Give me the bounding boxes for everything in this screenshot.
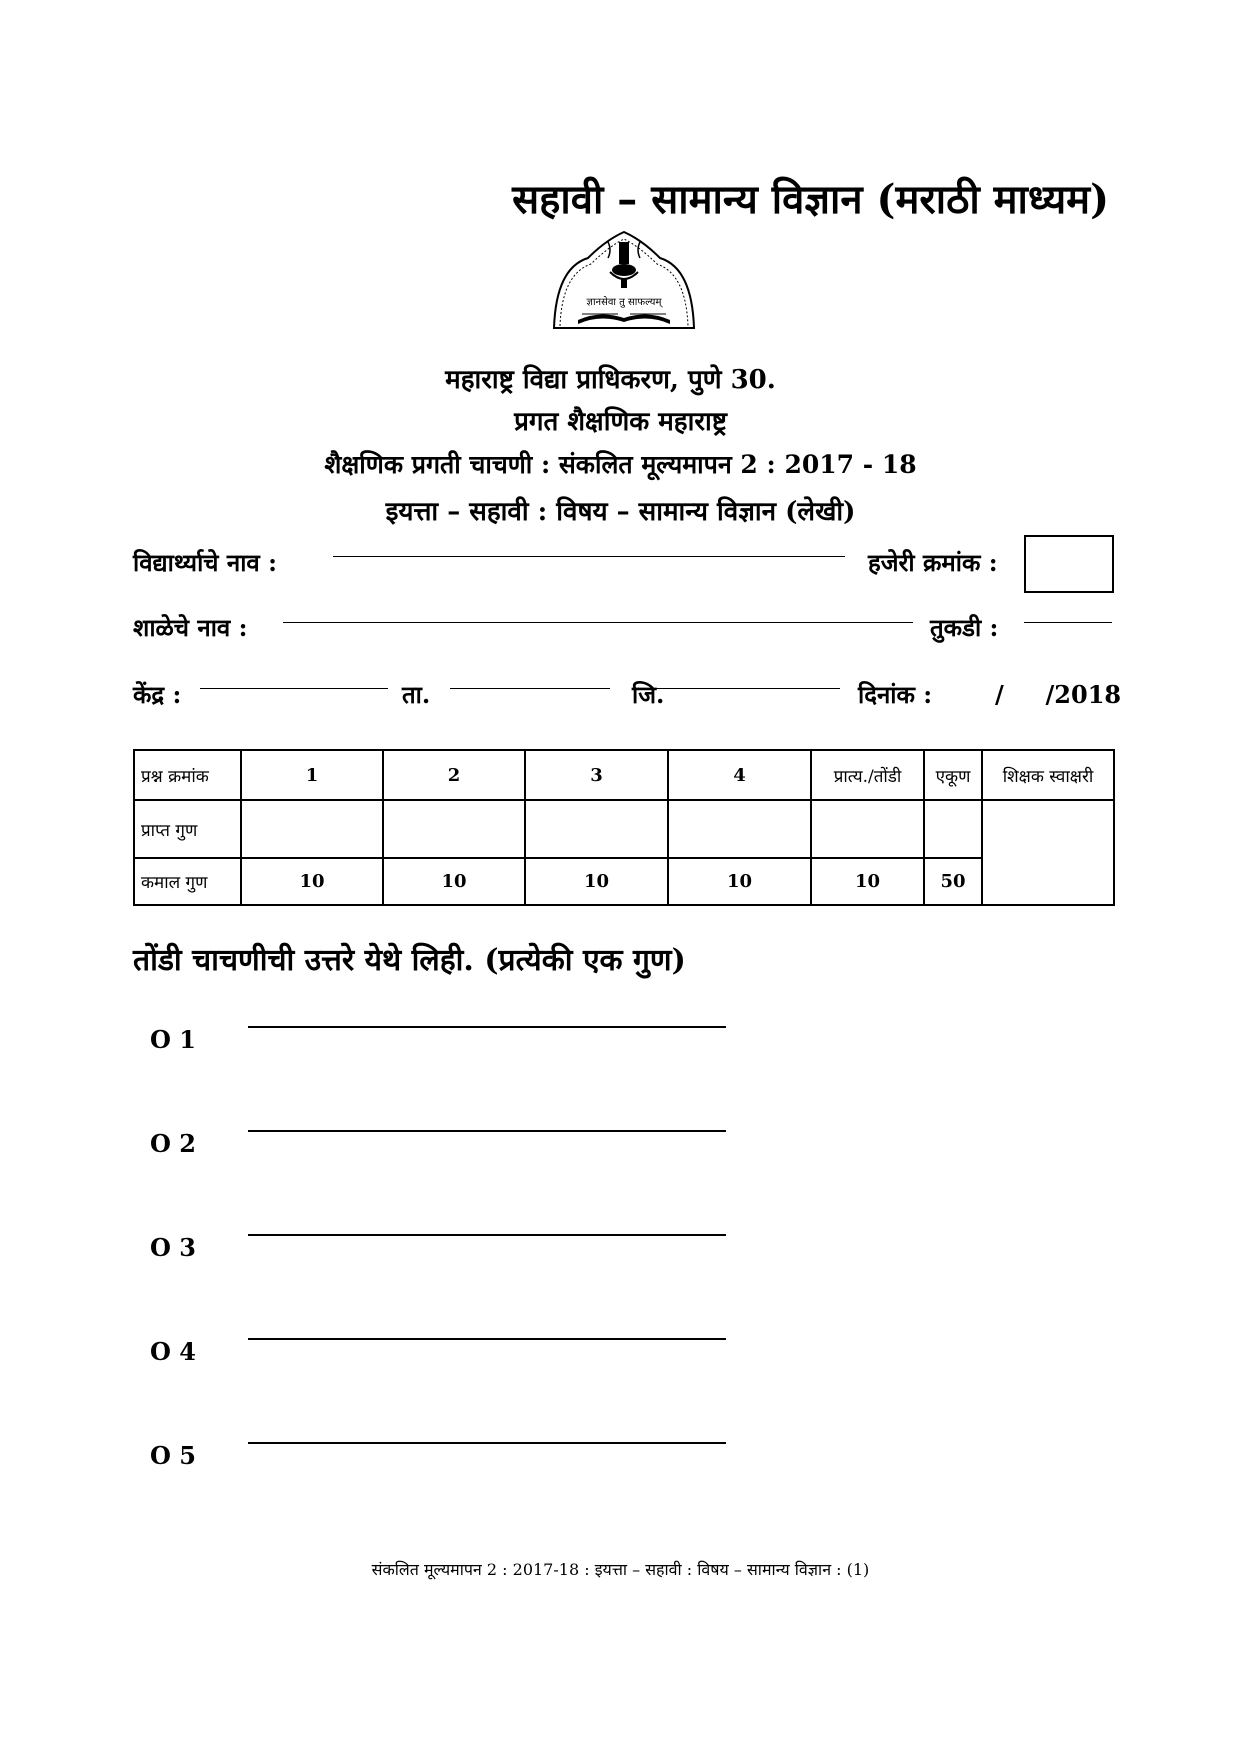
oral-question-label: O 3: [150, 1233, 196, 1262]
center-field[interactable]: [200, 688, 388, 689]
division-label: तुकडी :: [930, 613, 999, 642]
column-header: 1: [241, 750, 383, 800]
oral-answer-line[interactable]: [248, 1026, 726, 1028]
test-title: शैक्षणिक प्रगती चाचणी : संकलित मूल्यमापन 2 : 2017 - 18: [324, 450, 917, 479]
class-subject-line: इयत्ता – सहावी : विषय – सामान्य विज्ञान (लेखी): [385, 497, 856, 527]
oral-answer-line[interactable]: [248, 1338, 726, 1340]
teacher-signature-cell[interactable]: [982, 800, 1114, 905]
student-name-label: विद्यार्थ्याचे नाव :: [133, 548, 277, 577]
max-marks-cell: 10: [811, 858, 924, 905]
max-marks-row: [134, 858, 1114, 905]
max-marks-cell: 10: [668, 858, 811, 905]
obtained-marks-row: [134, 800, 1114, 858]
taluka-label: ता.: [402, 680, 431, 709]
roll-no-label: हजेरी क्रमांक :: [868, 548, 998, 577]
oral-answer-line[interactable]: [248, 1130, 726, 1132]
obtained-marks-cell[interactable]: [383, 800, 525, 858]
obtained-marks-cell[interactable]: [241, 800, 383, 858]
teacher-signature-header: शिक्षक स्वाक्षरी: [982, 750, 1114, 800]
program-name: प्रगत शैक्षणिक महाराष्ट्र: [514, 407, 727, 437]
page-footer: संकलित मूल्यमापन 2 : 2017-18 : इयत्ता – सहावी : विषय – सामान्य विज्ञान : (1): [371, 1560, 870, 1579]
column-header: 4: [668, 750, 811, 800]
oral-question-label: O 1: [150, 1025, 196, 1054]
oral-question-label: O 5: [150, 1441, 196, 1470]
oral-question-label: O 2: [150, 1129, 196, 1158]
date-value[interactable]: / /2018: [995, 680, 1122, 709]
column-header: 3: [525, 750, 668, 800]
oral-answer-line[interactable]: [248, 1442, 726, 1444]
obtained-marks-cell[interactable]: [525, 800, 668, 858]
max-marks-cell: 50: [924, 858, 982, 905]
roll-no-box[interactable]: [1024, 535, 1114, 593]
max-marks-cell: 10: [241, 858, 383, 905]
center-label: केंद्र :: [133, 680, 182, 709]
obtained-marks-label: प्राप्त गुण: [134, 800, 241, 858]
obtained-marks-cell[interactable]: [924, 800, 982, 858]
question-no-header: प्रश्न क्रमांक: [134, 750, 241, 800]
division-field[interactable]: [1024, 622, 1112, 623]
oral-question-label: O 4: [150, 1337, 196, 1366]
school-name-label: शाळेचे नाव :: [133, 613, 248, 642]
district-field[interactable]: [652, 688, 840, 689]
obtained-marks-cell[interactable]: [668, 800, 811, 858]
table-header-row: [134, 750, 1114, 800]
max-marks-label: कमाल गुण: [134, 858, 241, 905]
column-header: 2: [383, 750, 525, 800]
emblem-motto: ज्ञानसेवा तु साफल्यम्: [586, 297, 662, 308]
organization-name: महाराष्ट्र विद्या प्राधिकरण, पुणे 30.: [445, 365, 776, 395]
emblem-logo: [548, 228, 700, 338]
taluka-field[interactable]: [450, 688, 610, 689]
max-marks-cell: 10: [383, 858, 525, 905]
max-marks-cell: 10: [525, 858, 668, 905]
marks-table: [133, 749, 1115, 906]
student-name-field[interactable]: [333, 556, 845, 557]
oral-answer-line[interactable]: [248, 1234, 726, 1236]
district-label: जि.: [632, 680, 665, 709]
page-title: सहावी – सामान्य विज्ञान (मराठी माध्यम): [512, 176, 1109, 223]
oral-section-heading: तोंडी चाचणीची उत्तरे येथे लिही. (प्रत्येकी एक गुण): [133, 943, 686, 978]
emblem-icon: [548, 228, 700, 338]
school-name-field[interactable]: [283, 622, 913, 623]
column-header: एकूण: [924, 750, 982, 800]
column-header: प्रात्य./तोंडी: [811, 750, 924, 800]
obtained-marks-cell[interactable]: [811, 800, 924, 858]
date-label: दिनांक :: [858, 680, 933, 709]
